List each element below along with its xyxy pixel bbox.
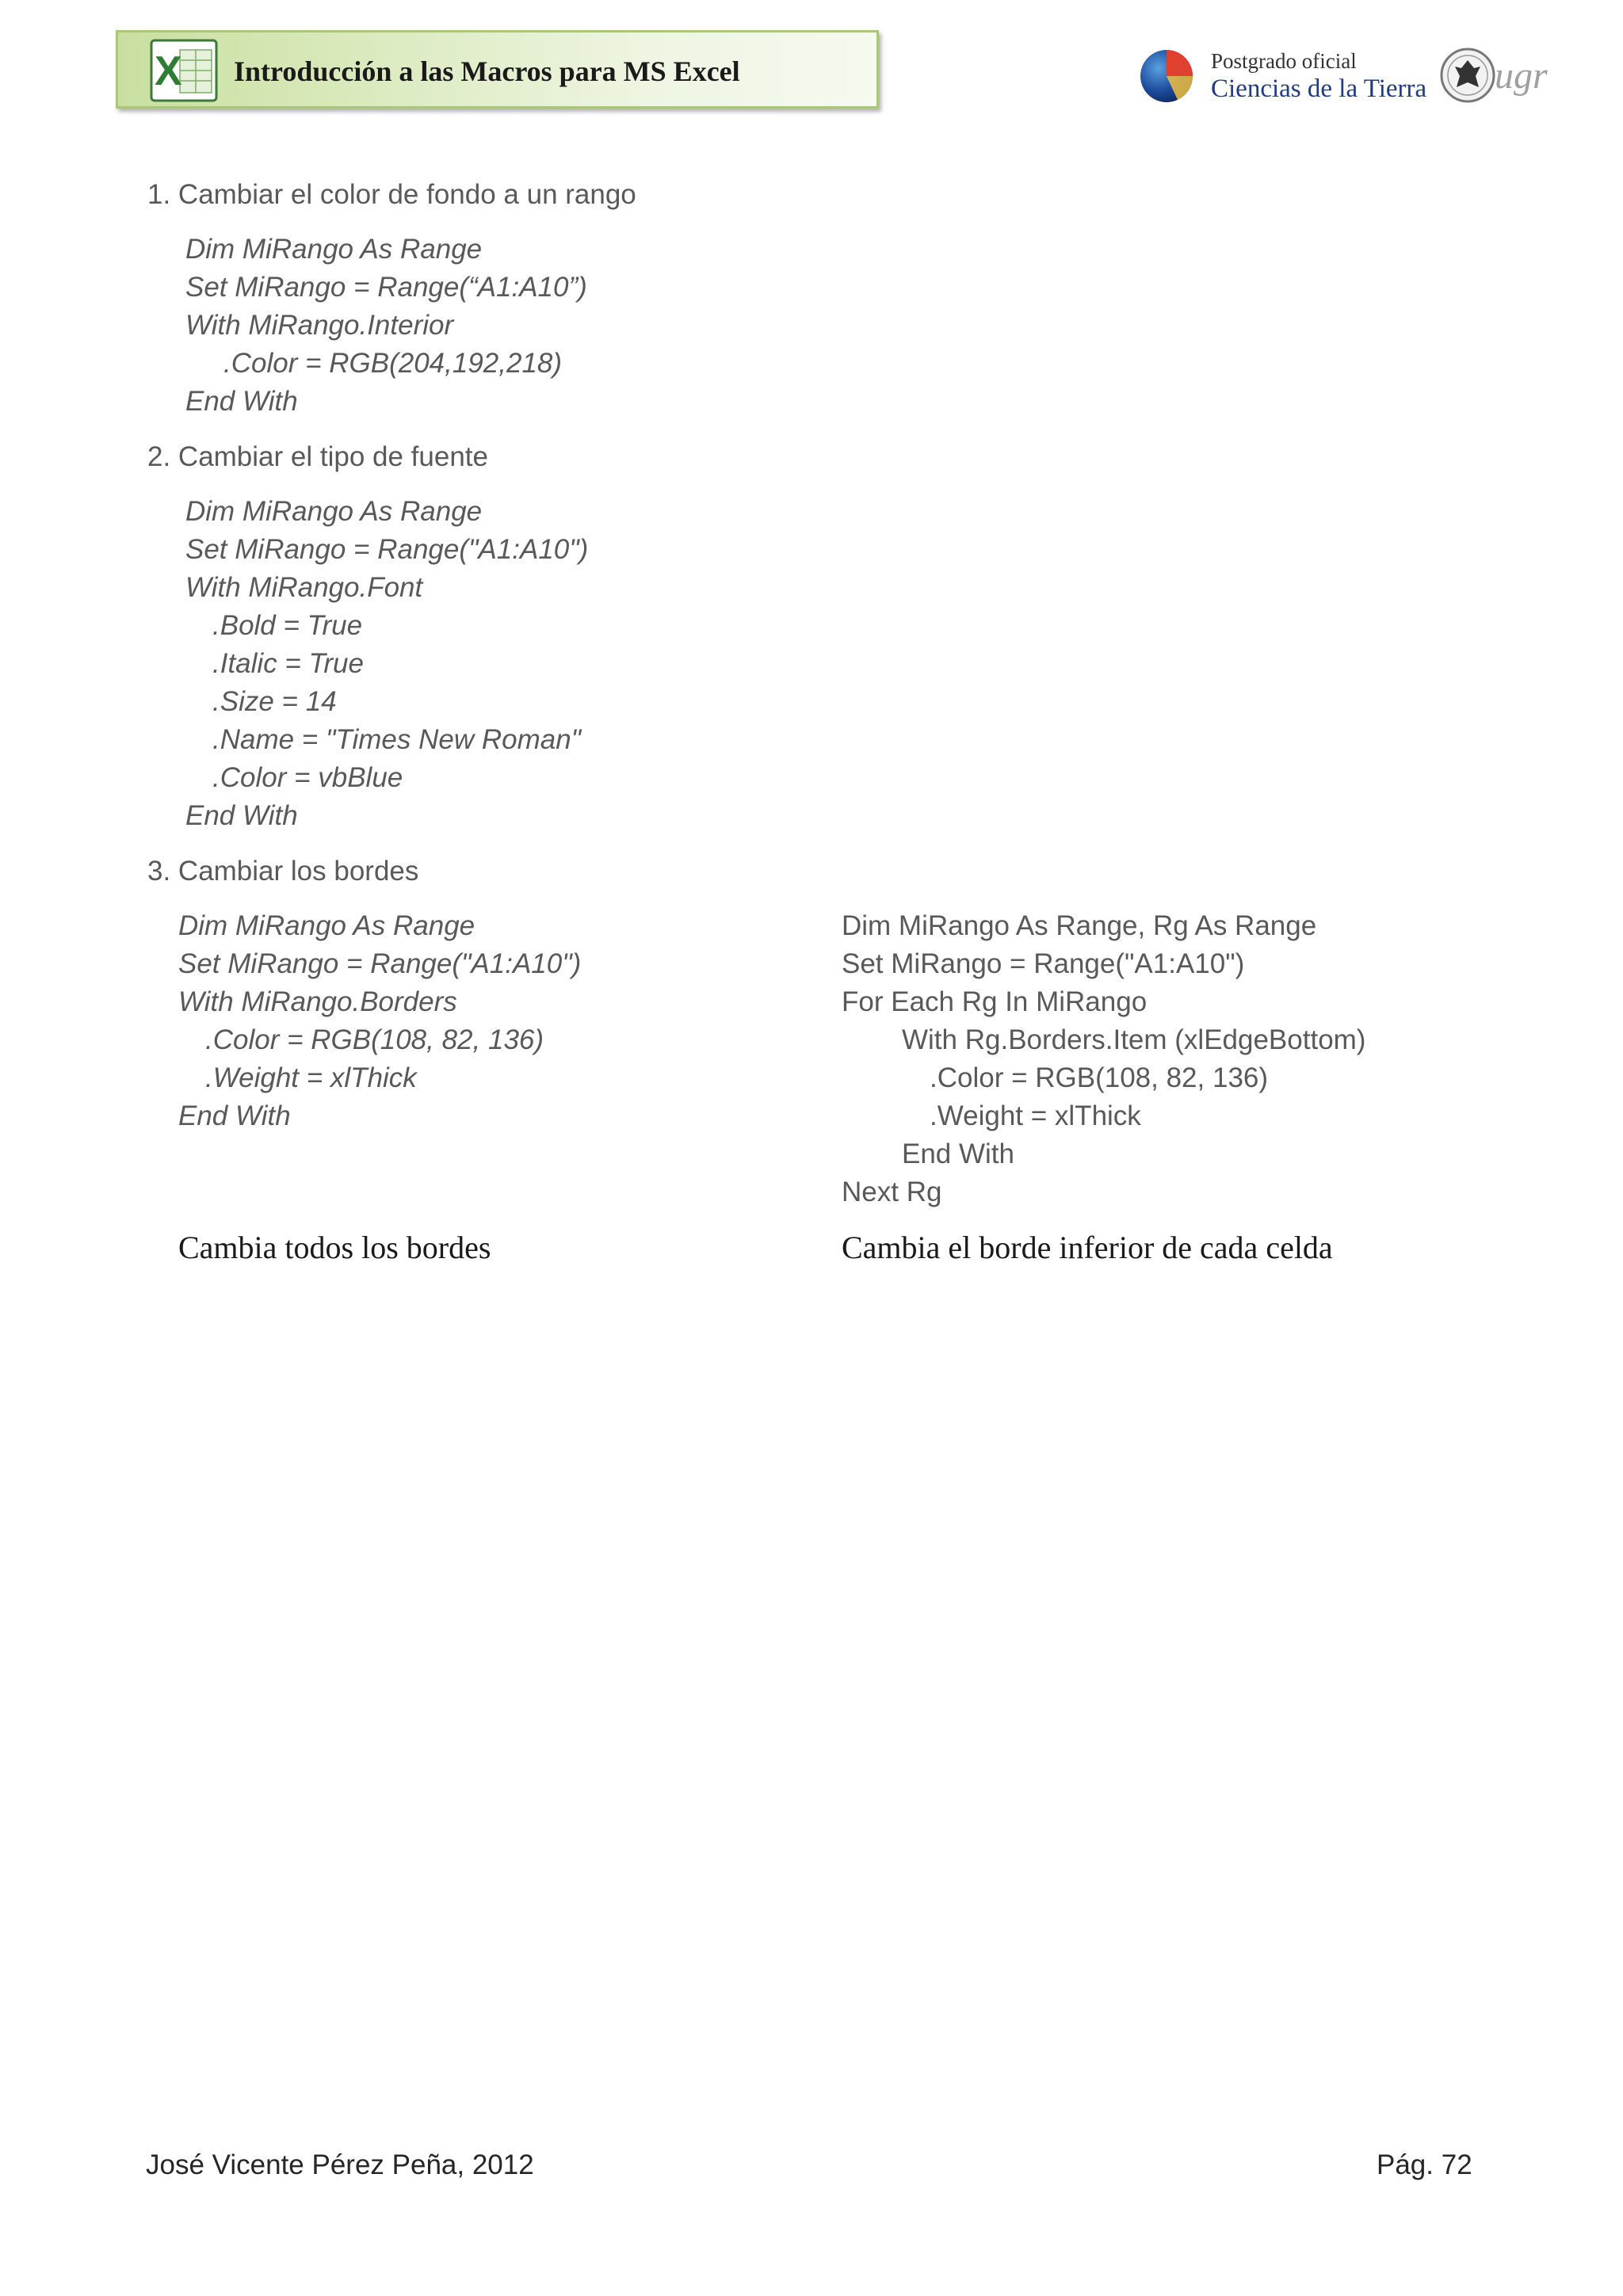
code-line: Next Rg — [842, 1177, 942, 1207]
code-line: Set MiRango = Range("A1:A10") — [185, 534, 589, 565]
section-2-heading: 2. Cambiar el tipo de fuente — [147, 441, 488, 472]
right-caption: Cambia el borde inferior de cada celda — [842, 1230, 1333, 1265]
code-line: End With — [178, 1100, 291, 1131]
code-line: .Italic = True — [212, 648, 364, 679]
university-seal-icon — [1439, 44, 1496, 106]
code-line: .Color = RGB(204,192,218) — [223, 348, 563, 379]
code-line: .Weight = xlThick — [930, 1100, 1141, 1131]
logo-postgrado-text: Postgrado oficial — [1211, 49, 1357, 73]
code-line: .Color = RGB(108, 82, 136) — [205, 1024, 544, 1055]
logo-ugr-text: ugr — [1495, 55, 1548, 97]
code-line: End With — [185, 800, 298, 831]
code-line: With MiRango.Borders — [178, 986, 457, 1017]
left-caption: Cambia todos los bordes — [178, 1230, 491, 1265]
footer-author: José Vicente Pérez Peña, 2012 — [146, 2149, 534, 2180]
globe-logo-icon — [1138, 48, 1195, 105]
code-line: .Bold = True — [212, 610, 363, 641]
code-line: Dim MiRango As Range — [178, 910, 475, 941]
code-line: Dim MiRango As Range — [185, 234, 483, 265]
code-line: Set MiRango = Range("A1:A10") — [842, 948, 1245, 979]
code-line: .Size = 14 — [212, 686, 337, 717]
code-line: .Color = vbBlue — [212, 762, 403, 793]
document-header-banner — [116, 30, 879, 109]
code-line: Dim MiRango As Range, Rg As Range — [842, 910, 1317, 941]
code-line: .Color = RGB(108, 82, 136) — [930, 1062, 1269, 1093]
footer-page-number: Pág. 72 — [1377, 2149, 1472, 2180]
code-line: Set MiRango = Range("A1:A10") — [178, 948, 582, 979]
code-line: .Weight = xlThick — [205, 1062, 417, 1093]
code-line: Dim MiRango As Range — [185, 496, 483, 527]
code-line: For Each Rg In MiRango — [842, 986, 1148, 1017]
code-line: With MiRango.Font — [185, 572, 423, 603]
university-logo — [1138, 41, 1550, 113]
code-line: With Rg.Borders.Item (xlEdgeBottom) — [902, 1024, 1366, 1055]
logo-ciencias-text: Ciencias de la Tierra — [1211, 74, 1427, 103]
section-3-heading: 3. Cambiar los bordes — [147, 856, 419, 887]
code-line: .Name = "Times New Roman" — [212, 724, 582, 755]
section-1-heading: 1. Cambiar el color de fondo a un rango — [147, 179, 636, 210]
document-title: Introducción a las Macros para MS Excel — [234, 55, 740, 87]
code-line: With MiRango.Interior — [185, 310, 454, 341]
code-line: Set MiRango = Range(“A1:A10”) — [185, 272, 587, 303]
code-line: End With — [902, 1138, 1014, 1169]
code-line: End With — [185, 386, 298, 417]
svg-text:X: X — [155, 48, 182, 94]
excel-logo-icon — [150, 39, 218, 102]
